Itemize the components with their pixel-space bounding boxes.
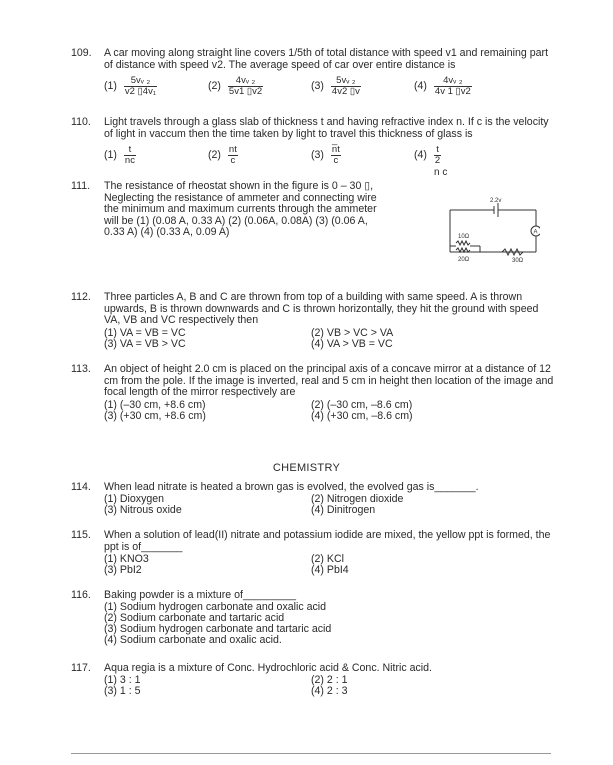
- question-stem: When a solution of lead(II) nitrate and potassium iodide are mixed, the yellow ppt is formed, the ppt is of_______: [104, 529, 551, 553]
- fraction: [228, 76, 263, 97]
- denominator: 4v2 ▯v: [331, 86, 360, 97]
- option-3[interactable]: (3) PbI2: [104, 564, 142, 576]
- option-4[interactable]: [414, 144, 448, 178]
- question-number: 110.: [71, 116, 91, 128]
- resistor-20-icon: [456, 248, 470, 252]
- fraction: [124, 76, 157, 97]
- denominator: 2: [434, 155, 441, 166]
- option-2[interactable]: (2) Sodium carbonate and tartaric acid: [104, 612, 285, 624]
- question-body: [104, 530, 554, 553]
- option-4[interactable]: (4) Sodium carbonate and oxalic acid.: [104, 634, 282, 646]
- meter-label: A: [533, 229, 538, 236]
- option-4[interactable]: (4) VA > VB = VC: [311, 338, 393, 350]
- question-stem: Baking powder is a mixture of_________: [104, 589, 296, 601]
- option-3[interactable]: (3) VA = VB > VC: [104, 338, 186, 350]
- r2-label: 20Ω: [458, 257, 470, 263]
- question-number: 109.: [71, 47, 92, 59]
- r1-label: 10Ω: [458, 234, 470, 240]
- option-2[interactable]: [208, 76, 263, 97]
- option-3[interactable]: (3) (+30 cm, +8.6 cm): [104, 410, 206, 422]
- option-2[interactable]: (2) Nitrogen dioxide: [311, 493, 404, 505]
- option-1[interactable]: [104, 145, 136, 166]
- option-2[interactable]: (2) (–30 cm, –8.6 cm): [311, 399, 413, 411]
- question-stem: An object of height 2.0 cm is placed on the principal axis of a concave mirror at a distance of 12 cm from the pole. If the image is inverted, real and 5 cm in height then location of the image and focal length of the mirror respectively are: [104, 363, 554, 398]
- fraction: [228, 145, 238, 166]
- option-4[interactable]: (4) PbI4: [311, 564, 349, 576]
- numerator: t: [124, 145, 136, 156]
- option-label: (4): [414, 148, 427, 161]
- question-stem: The resistance of rheostat shown in the figure is 0 – 30 ▯, Neglecting the resistance of ammeter and connecting wire the minimum and maximum currents through the ammeter will be (1) (0.08 A, 0.33 A) (2) (0.06A, 0.08A) (3) (0.06 A, 0.33 A) (4) (0.33 A, 0.09 A): [104, 180, 377, 238]
- option-3[interactable]: [311, 76, 361, 97]
- question-body: [104, 48, 554, 71]
- question-body: [104, 590, 554, 602]
- option-4[interactable]: [414, 76, 472, 97]
- option-2[interactable]: [208, 145, 238, 166]
- denominator: 5v1 ▯v2: [228, 86, 263, 97]
- question-body: [104, 117, 554, 140]
- option-1[interactable]: (1) 3 : 1: [104, 674, 141, 686]
- question-stem: Three particles A, B and C are thrown from top of a building with same speed. A is thrown upwards, B is thrown downwards and C is thrown horizontally, they hit the ground with speed VA, VB and VC respectively then: [104, 291, 539, 326]
- denominator: nc: [124, 155, 135, 166]
- option-3[interactable]: [311, 145, 341, 166]
- question-number: 113.: [71, 363, 91, 375]
- question-stem: Aqua regia is a mixture of Conc. Hydrochloric acid & Conc. Nitric acid.: [104, 662, 432, 674]
- battery-label: 2.2v: [490, 198, 502, 204]
- denominator: 4v 1 ▯v2: [434, 86, 471, 97]
- option-3[interactable]: (3) Sodium hydrogen carbonate and tartaric acid: [104, 623, 332, 635]
- option-1[interactable]: [104, 76, 157, 97]
- footer-divider: [71, 753, 551, 754]
- numerator: 5vᵥ ₂: [331, 76, 361, 87]
- numerator: 4vᵥ ₂: [228, 76, 263, 87]
- option-4[interactable]: (4) Dinitrogen: [311, 504, 376, 516]
- option-1[interactable]: (1) VA = VB = VC: [104, 327, 186, 339]
- resistor-10-icon: [456, 241, 470, 245]
- option-label: (1): [104, 148, 117, 161]
- section-heading: CHEMISTRY: [272, 462, 341, 474]
- option-4[interactable]: (4) 2 : 3: [311, 685, 348, 697]
- fraction: [124, 145, 136, 166]
- option-3[interactable]: (3) 1 : 5: [104, 685, 141, 697]
- denominator: c: [230, 155, 236, 166]
- question-number: 116.: [71, 589, 91, 601]
- numerator: nt: [228, 144, 237, 155]
- numerator: n̅t: [331, 144, 340, 155]
- numerator: t: [434, 145, 441, 156]
- question-body: [104, 482, 554, 494]
- option-2[interactable]: (2) KCl: [311, 553, 344, 565]
- numerator: 5vᵥ ₂: [124, 76, 157, 87]
- question-body: [104, 663, 554, 675]
- option-1[interactable]: (1) Sodium hydrogen carbonate and oxalic acid: [104, 601, 327, 613]
- option-label: (1): [104, 79, 117, 92]
- numerator: 4vᵥ ₂: [434, 76, 472, 87]
- circuit-diagram: [440, 192, 540, 272]
- denominator: c: [333, 155, 339, 166]
- option-2[interactable]: (2) VB > VC > VA: [311, 327, 394, 339]
- question-body: [104, 364, 554, 399]
- option-1[interactable]: (1) (–30 cm, +8.6 cm): [104, 399, 206, 411]
- option-1[interactable]: (1) KNO3: [104, 553, 149, 565]
- question-number: 111.: [71, 180, 91, 192]
- option-label: (3): [311, 148, 324, 161]
- r3-label: 30Ω: [512, 258, 524, 264]
- option-1[interactable]: (1) Dioxygen: [104, 493, 165, 505]
- option-label: (2): [208, 79, 221, 92]
- fraction: [434, 76, 472, 97]
- fraction: [434, 145, 441, 166]
- denominator: v2 ▯4v₁: [124, 86, 157, 97]
- option-extra: n c: [434, 167, 448, 178]
- question-body: [104, 292, 554, 327]
- question-number: 117.: [71, 662, 91, 674]
- question-number: 114.: [71, 481, 91, 493]
- question-stem: Light travels through a glass slab of thickness t and having refractive index n. If c is the velocity of light in vaccum then the time taken by light to travel this thickness of glass is: [104, 116, 549, 140]
- question-stem: A car moving along straight line covers 1/5th of total distance with speed v1 and remaining part of distance with speed v2. The average speed of car over entire distance is: [104, 47, 549, 71]
- option-4[interactable]: (4) (+30 cm, –8.6 cm): [311, 410, 413, 422]
- fraction: [331, 145, 341, 166]
- question-number: 112.: [71, 291, 91, 303]
- option-3[interactable]: (3) Nitrous oxide: [104, 504, 182, 516]
- option-label: (2): [208, 148, 221, 161]
- option-label: (4): [414, 79, 427, 92]
- question-body: [104, 181, 380, 239]
- question-number: 115.: [71, 529, 91, 541]
- option-label: (3): [311, 79, 324, 92]
- fraction: [331, 76, 361, 97]
- option-2[interactable]: (2) 2 : 1: [311, 674, 348, 686]
- question-stem: When lead nitrate is heated a brown gas is evolved, the evolved gas is_______.: [104, 481, 479, 493]
